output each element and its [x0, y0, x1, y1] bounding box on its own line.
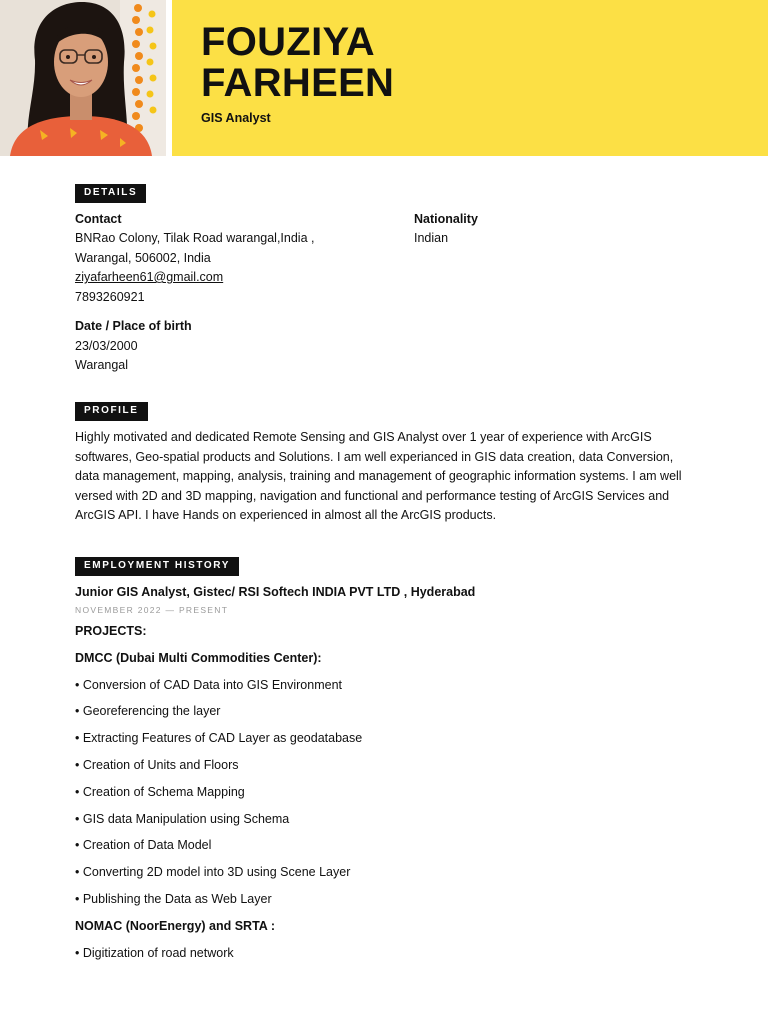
- dob-label: Date / Place of birth: [75, 319, 192, 333]
- list-item: • Extracting Features of CAD Layer as geodatabase: [75, 731, 363, 746]
- name-line-1: FOUZIYA: [201, 20, 375, 64]
- employment-section-label: EMPLOYMENT HISTORY: [75, 557, 239, 576]
- profile-photo: [0, 0, 166, 156]
- details-section-label: DETAILS: [75, 184, 146, 203]
- job-details-list: [75, 624, 715, 972]
- list-item: • Creation of Units and Floors: [75, 757, 239, 772]
- email-link[interactable]: ziyafarheen61@gmail.com: [75, 270, 224, 284]
- list-item: • Digitization of road network: [75, 945, 234, 960]
- list-item: NOMAC (NoorEnergy) and SRTA :: [75, 918, 275, 933]
- profile-summary: Highly motivated and dedicated Remote Sensing and GIS Analyst over 1 year of experience with ArcGIS softwares, Geo-spatial products and Solutions. I am well experianced in GIS data creation, data Conversion, data management, mapping, analysis, training and management of geographic information systems. I am well versed with 2D and 3D mapping, navigation and functional and performance testing of ArcGIS Services and ArcGIS API. I have Hands on experienced in almost all the ArcGIS products.: [75, 430, 682, 523]
- resume-header: [0, 0, 768, 156]
- date-of-birth: 23/03/2000: [75, 339, 138, 353]
- list-item: • Converting 2D model into 3D using Scene Layer: [75, 865, 351, 880]
- nationality-value: Indian: [414, 231, 449, 245]
- phone-number: 7893260921: [75, 290, 145, 304]
- contact-label: Contact: [75, 212, 122, 226]
- job-dates: NOVEMBER 2022 — PRESENT: [75, 605, 229, 615]
- nationality-label: Nationality: [414, 212, 478, 226]
- list-item: • GIS data Manipulation using Schema: [75, 811, 290, 826]
- job-title: Junior GIS Analyst, Gistec/ RSI Softech INDIA PVT LTD , Hyderabad: [75, 585, 476, 599]
- name-line-2: FARHEEN: [201, 61, 395, 105]
- list-item: PROJECTS:: [75, 624, 147, 638]
- candidate-name: [201, 22, 394, 104]
- list-item: DMCC (Dubai Multi Commodities Center):: [75, 650, 322, 665]
- birth-place: Warangal: [75, 358, 129, 372]
- name-banner: [172, 0, 768, 156]
- address-line-1: BNRao Colony, Tilak Road warangal,India ,: [75, 231, 315, 245]
- list-item: • Conversion of CAD Data into GIS Environment: [75, 677, 342, 692]
- job-role: GIS Analyst: [201, 111, 271, 125]
- address-line-2: Warangal, 506002, India: [75, 251, 211, 265]
- list-item: • Georeferencing the layer: [75, 704, 221, 719]
- list-item: • Publishing the Data as Web Layer: [75, 891, 272, 906]
- list-item: • Creation of Schema Mapping: [75, 784, 245, 799]
- profile-section-label: PROFILE: [75, 402, 148, 421]
- list-item: • Creation of Data Model: [75, 838, 212, 853]
